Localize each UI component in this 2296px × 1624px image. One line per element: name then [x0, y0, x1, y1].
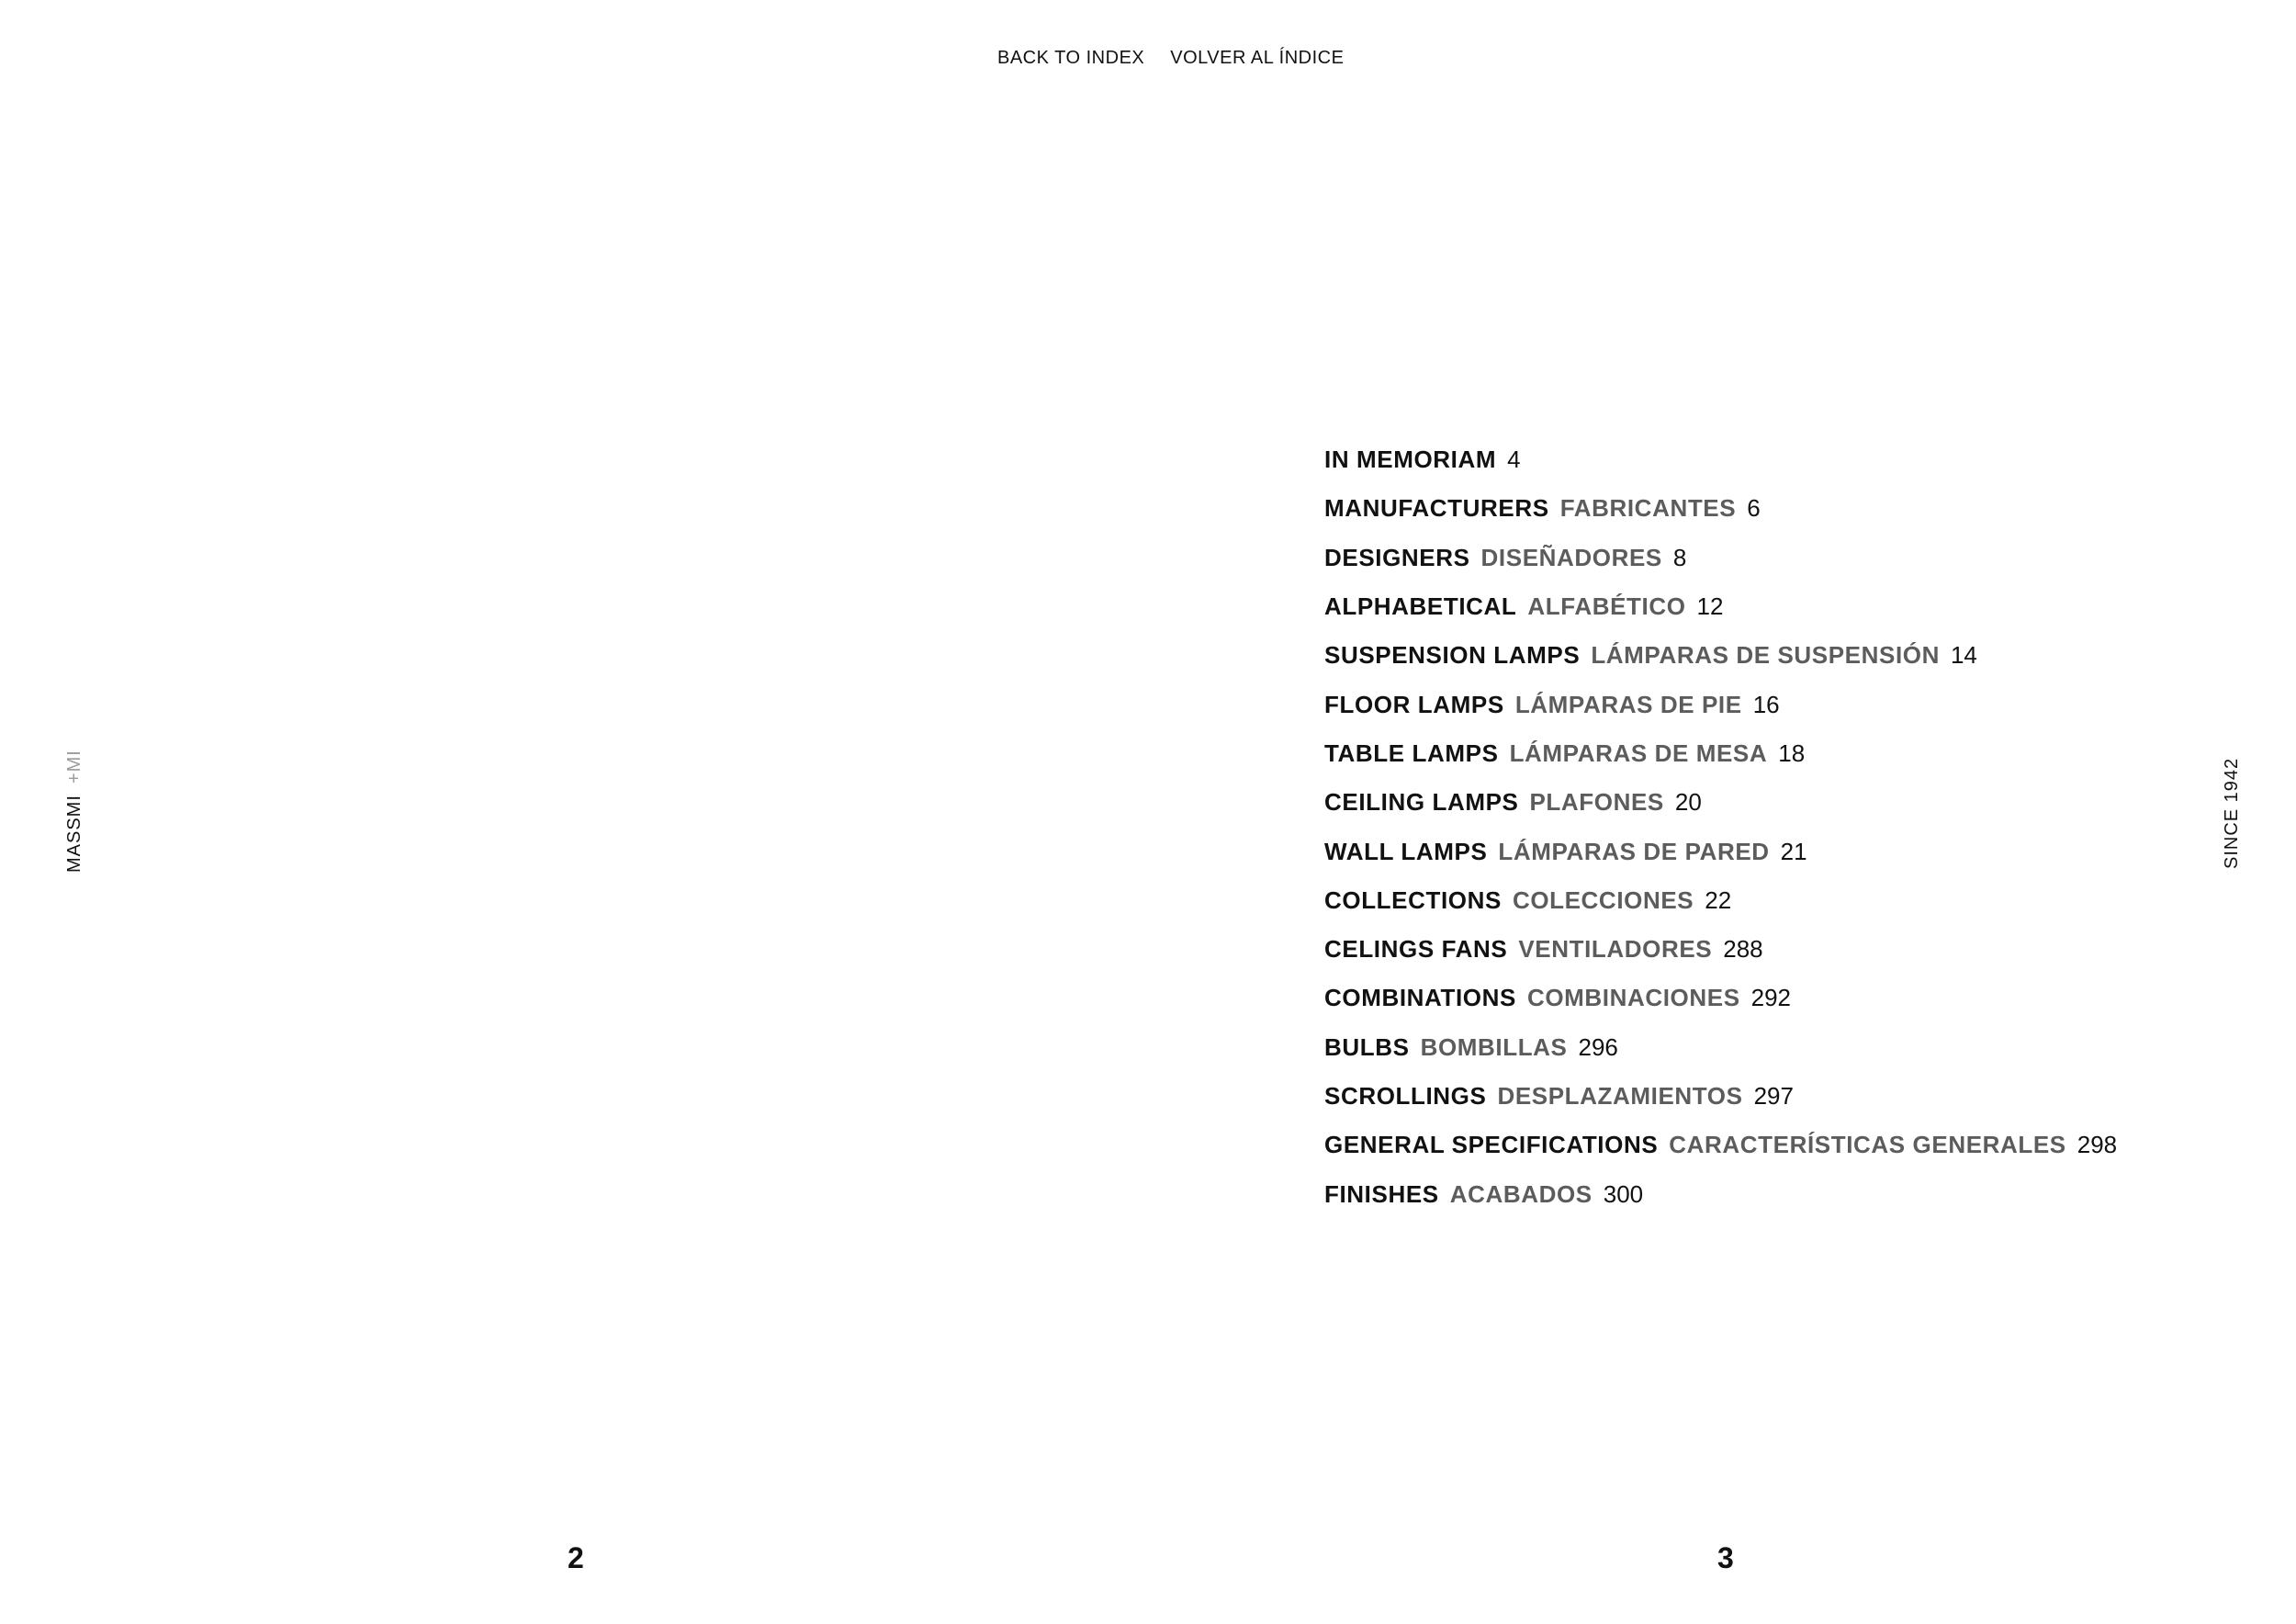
toc-item: [1324, 582, 2117, 631]
toc-title-en: DESIGNERS: [1324, 543, 1470, 571]
since-label: SINCE 1942: [2222, 757, 2242, 869]
toc-title-en: GENERAL SPECIFICATIONS: [1324, 1131, 1659, 1159]
toc-link[interactable]: [1324, 641, 1977, 670]
toc-title-es: FABRICANTES: [1559, 494, 1737, 523]
toc-link[interactable]: [1324, 592, 1723, 621]
toc-title-en: TABLE LAMPS: [1324, 739, 1499, 767]
toc-title-en: FINISHES: [1324, 1179, 1439, 1208]
toc-title-es: LÁMPARAS DE PARED: [1498, 837, 1770, 865]
toc-title-en: CEILING LAMPS: [1324, 788, 1519, 817]
toc-item: [1324, 1023, 2117, 1072]
toc-title-es: COLECCIONES: [1512, 885, 1694, 914]
toc-title-en: COMBINATIONS: [1324, 984, 1516, 1012]
toc-link[interactable]: [1324, 935, 1763, 964]
toc-link[interactable]: [1324, 838, 1807, 866]
toc-link[interactable]: [1324, 739, 1805, 768]
toc-title-en: SUSPENSION LAMPS: [1324, 641, 1581, 670]
toc-link[interactable]: [1324, 886, 1731, 915]
toc-title-en: BULBS: [1324, 1032, 1410, 1061]
toc-item: [1324, 729, 2117, 778]
toc-title-en: SCROLLINGS: [1324, 1082, 1487, 1110]
toc-page-number: 18: [1778, 739, 1806, 767]
toc-title-en: CELINGS FANS: [1324, 935, 1508, 964]
brand-name: MASSMI: [64, 795, 84, 873]
toc-item: [1324, 1169, 2117, 1218]
brand-logo-mark: +MI: [64, 750, 84, 784]
toc-item: [1324, 680, 2117, 728]
page-number-left: 2: [568, 1541, 584, 1574]
toc-page-number: 297: [1753, 1082, 1794, 1110]
top-navigation: [997, 48, 1344, 69]
table-of-contents: [1324, 435, 2117, 1219]
toc-item: [1324, 925, 2117, 974]
toc-page-number: 16: [1752, 690, 1780, 718]
toc-link[interactable]: [1324, 788, 1702, 817]
toc-link[interactable]: [1324, 984, 1791, 1012]
toc-page-number: 14: [1950, 641, 1977, 670]
page-number-right: 3: [1717, 1541, 1734, 1574]
toc-title-en: FLOOR LAMPS: [1324, 690, 1504, 718]
toc-page-number: 21: [1780, 837, 1807, 865]
toc-title-en: MANUFACTURERS: [1324, 494, 1549, 523]
toc-link[interactable]: [1324, 544, 1686, 572]
toc-item: [1324, 435, 2117, 484]
toc-title-es: ACABADOS: [1449, 1179, 1593, 1208]
toc-link[interactable]: [1324, 691, 1780, 719]
brand-vertical: [64, 750, 85, 873]
toc-title-es: DESPLAZAMIENTOS: [1497, 1082, 1743, 1110]
toc-item: [1324, 631, 2117, 680]
toc-title-en: IN MEMORIAM: [1324, 445, 1497, 474]
toc-link[interactable]: [1324, 1131, 2117, 1159]
toc-title-es: ALFABÉTICO: [1527, 592, 1686, 621]
toc-page-number: 22: [1705, 885, 1732, 914]
toc-page-number: 4: [1507, 445, 1521, 474]
toc-title-es: DISEÑADORES: [1480, 543, 1662, 571]
toc-title-es: CARACTERÍSTICAS GENERALES: [1669, 1131, 2066, 1159]
toc-item: [1324, 778, 2117, 827]
toc-title-es: PLAFONES: [1529, 788, 1664, 817]
toc-page-number: 288: [1723, 935, 1763, 964]
toc-page-number: 12: [1696, 592, 1724, 621]
toc-link[interactable]: [1324, 1180, 1643, 1209]
toc-title-en: WALL LAMPS: [1324, 837, 1488, 865]
toc-page-number: 6: [1747, 494, 1761, 523]
toc-link[interactable]: [1324, 445, 1521, 474]
toc-title-es: LÁMPARAS DE MESA: [1509, 739, 1768, 767]
toc-link[interactable]: [1324, 1082, 1794, 1111]
toc-title-es: LÁMPARAS DE PIE: [1514, 690, 1742, 718]
toc-item: [1324, 1072, 2117, 1121]
toc-item: [1324, 534, 2117, 582]
toc-page-number: 8: [1672, 543, 1687, 571]
toc-link[interactable]: [1324, 494, 1761, 523]
toc-item: [1324, 827, 2117, 875]
toc-title-es: COMBINACIONES: [1526, 984, 1740, 1012]
toc-page-number: 20: [1674, 788, 1702, 817]
toc-title-en: ALPHABETICAL: [1324, 592, 1517, 621]
toc-item: [1324, 1121, 2117, 1169]
toc-item: [1324, 974, 2117, 1022]
toc-item: [1324, 484, 2117, 533]
toc-title-en: COLLECTIONS: [1324, 885, 1502, 914]
volver-al-indice-link[interactable]: VOLVER AL ÍNDICE: [1170, 48, 1345, 68]
toc-link[interactable]: [1324, 1033, 1618, 1062]
toc-title-es: VENTILADORES: [1518, 935, 1713, 964]
toc-page-number: 292: [1750, 984, 1792, 1012]
toc-page-number: 300: [1603, 1179, 1644, 1208]
toc-title-es: BOMBILLAS: [1420, 1032, 1568, 1061]
back-to-index-link[interactable]: BACK TO INDEX: [997, 48, 1145, 68]
toc-page-number: 296: [1578, 1032, 1618, 1061]
toc-title-es: LÁMPARAS DE SUSPENSIÓN: [1591, 641, 1940, 670]
toc-item: [1324, 876, 2117, 925]
toc-page-number: 298: [2077, 1131, 2118, 1159]
